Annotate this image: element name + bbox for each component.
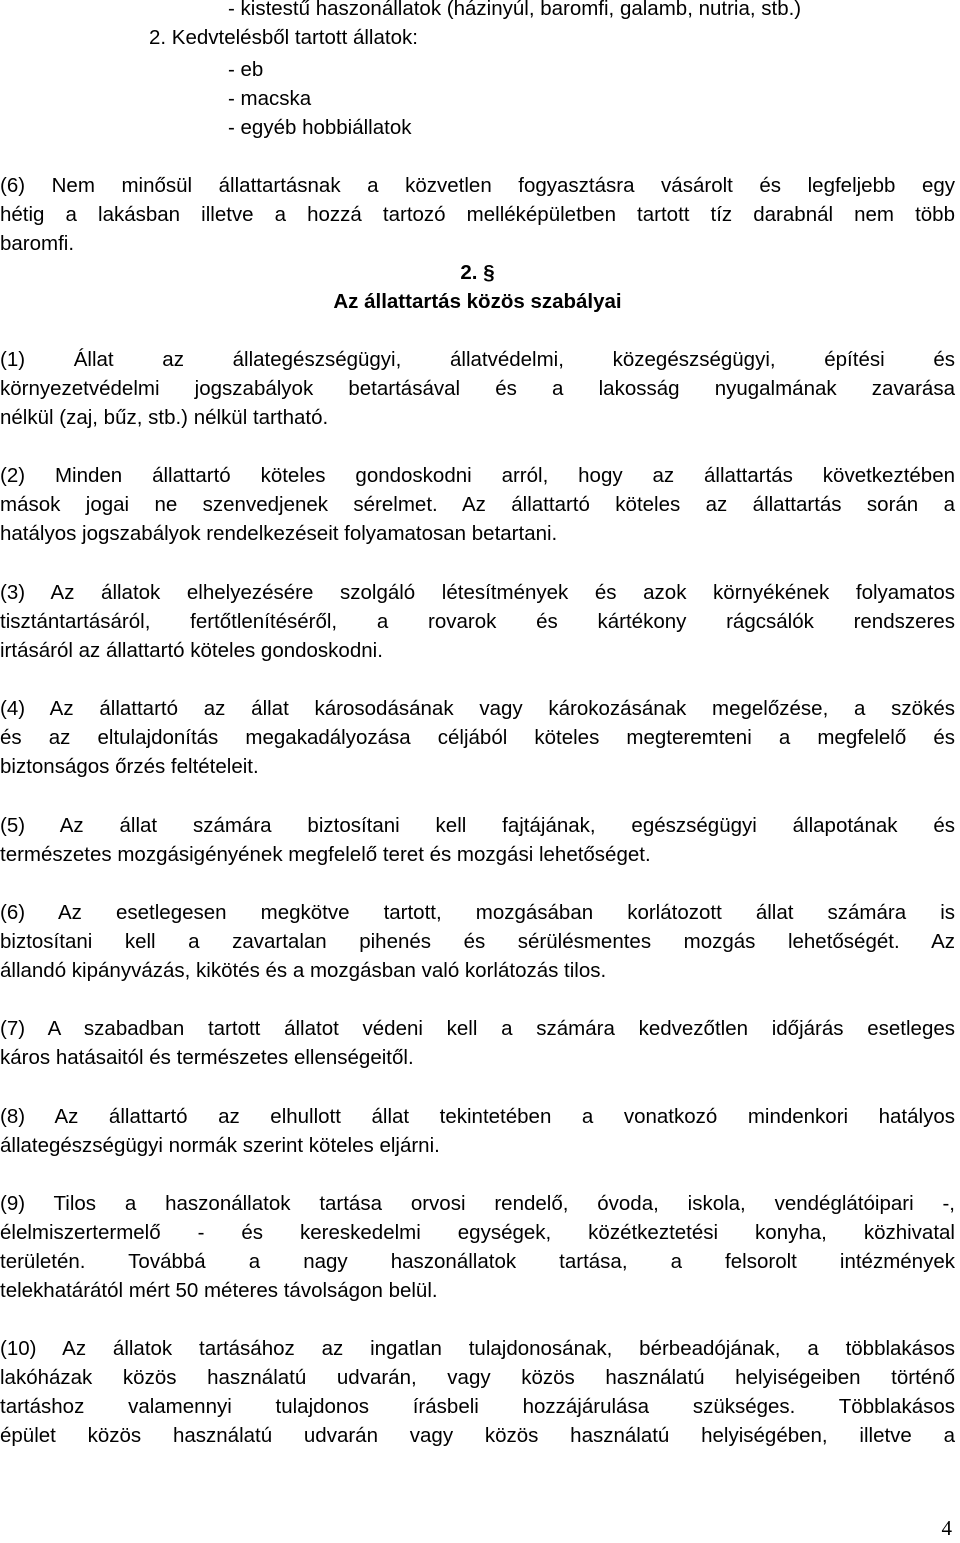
paragraph-line: élelmiszertermelő - és kereskedelmi egységek, közétkeztetési konyha, közhivatal bbox=[0, 1221, 955, 1244]
paragraph-line: irtásáról az állattartó köteles gondoskodni. bbox=[0, 639, 383, 662]
paragraph-line: káros hatásaitól és természetes ellenségeitől. bbox=[0, 1046, 414, 1069]
paragraph-line: állategészségügyi normák szerint köteles eljárni. bbox=[0, 1134, 440, 1157]
paragraph-line: (6) Az esetlegesen megkötve tartott, mozgásában korlátozott állat számára is bbox=[0, 901, 955, 924]
paragraph-line: állandó kipányvázás, kikötés és a mozgásban való korlátozás tilos. bbox=[0, 959, 607, 982]
section-number bbox=[0, 258, 955, 287]
list-item: - kistestű haszonállatok (házinyúl, baromfi, galamb, nutria, stb.) bbox=[228, 0, 802, 20]
paragraph-line: területén. Továbbá a nagy haszonállatok tartása, a felsorolt intézmények bbox=[0, 1250, 955, 1273]
paragraph-line: biztonságos őrzés feltételeit. bbox=[0, 755, 259, 778]
paragraph-line: hétig a lakásban illetve a hozzá tartozó melléképületben tartott tíz darabnál nem több bbox=[0, 203, 955, 226]
section-number-text: 2. bbox=[460, 261, 478, 284]
paragraph-line: lakóházak közös használatú udvarán, vagy közös használatú helyiségeiben történő bbox=[0, 1366, 955, 1389]
paragraph-line: (5) Az állat számára biztosítani kell fajtájának, egészségügyi állapotának és bbox=[0, 814, 955, 837]
paragraph-line: (10) Az állatok tartásához az ingatlan tulajdonosának, bérbeadójának, a többlakásos bbox=[0, 1337, 955, 1360]
paragraph-line: (8) Az állattartó az elhullott állat tekintetében a vonatkozó mindenkori hatályos bbox=[0, 1105, 955, 1128]
paragraph-line: (2) Minden állattartó köteles gondoskodni arról, hogy az állattartás következtében bbox=[0, 464, 955, 487]
section-symbol: § bbox=[483, 261, 495, 284]
paragraph-line: tisztántartásáról, fertőtlenítéséről, a rovarok és kártékony rágcsálók rendszeres bbox=[0, 610, 955, 633]
paragraph-line: (3) Az állatok elhelyezésére szolgáló létesítmények és azok környékének folyamatos bbox=[0, 581, 955, 604]
paragraph-line: környezetvédelmi jogszabályok betartásával és a lakosság nyugalmának zavarása bbox=[0, 377, 955, 400]
page-number: 4 bbox=[941, 1516, 952, 1540]
paragraph-line: (1) Állat az állategészségügyi, állatvédelmi, közegészségügyi, építési és bbox=[0, 348, 955, 371]
section-title: Az állattartás közös szabályai bbox=[333, 290, 622, 313]
paragraph-line: telekhatárától mért 50 méteres távolságon belül. bbox=[0, 1279, 438, 1302]
paragraph-line: (9) Tilos a haszonállatok tartása orvosi rendelő, óvoda, iskola, vendéglátóipari -, bbox=[0, 1192, 955, 1215]
paragraph-line: természetes mozgásigényének megfelelő teret és mozgási lehetőséget. bbox=[0, 843, 651, 866]
paragraph-line: épület közös használatú udvarán vagy közös használatú helyiségében, illetve a bbox=[0, 1424, 955, 1447]
paragraph-line: tartáshoz valamennyi tulajdonos írásbeli hozzájárulása szükséges. Többlakásos bbox=[0, 1395, 955, 1418]
paragraph-line: mások jogai ne szenvedjenek sérelmet. Az állattartó köteles az állattartás során a bbox=[0, 493, 955, 516]
paragraph-line: és az eltulajdonítás megakadályozása céljából köteles megteremteni a megfelelő és bbox=[0, 726, 955, 749]
list-item: - egyéb hobbiállatok bbox=[228, 116, 412, 139]
list-item: - eb bbox=[228, 58, 264, 81]
list-heading: 2. Kedvtelésből tartott állatok: bbox=[149, 26, 418, 49]
paragraph-line: (6) Nem minősül állattartásnak a közvetlen fogyasztásra vásárolt és legfeljebb egy bbox=[0, 174, 955, 197]
paragraph-line: (7) A szabadban tartott állatot védeni kell a számára kedvezőtlen időjárás esetleges bbox=[0, 1017, 955, 1040]
paragraph-line: biztosítani kell a zavartalan pihenés és sérülésmentes mozgás lehetőségét. Az bbox=[0, 930, 955, 953]
paragraph-line: (4) Az állattartó az állat károsodásának vagy károkozásának megelőzése, a szökés bbox=[0, 697, 955, 720]
list-item: - macska bbox=[228, 87, 312, 110]
paragraph-line: baromfi. bbox=[0, 232, 75, 255]
paragraph-line: nélkül (zaj, bűz, stb.) nélkül tartható. bbox=[0, 406, 329, 429]
paragraph-line: hatályos jogszabályok rendelkezéseit folyamatosan betartani. bbox=[0, 522, 558, 545]
